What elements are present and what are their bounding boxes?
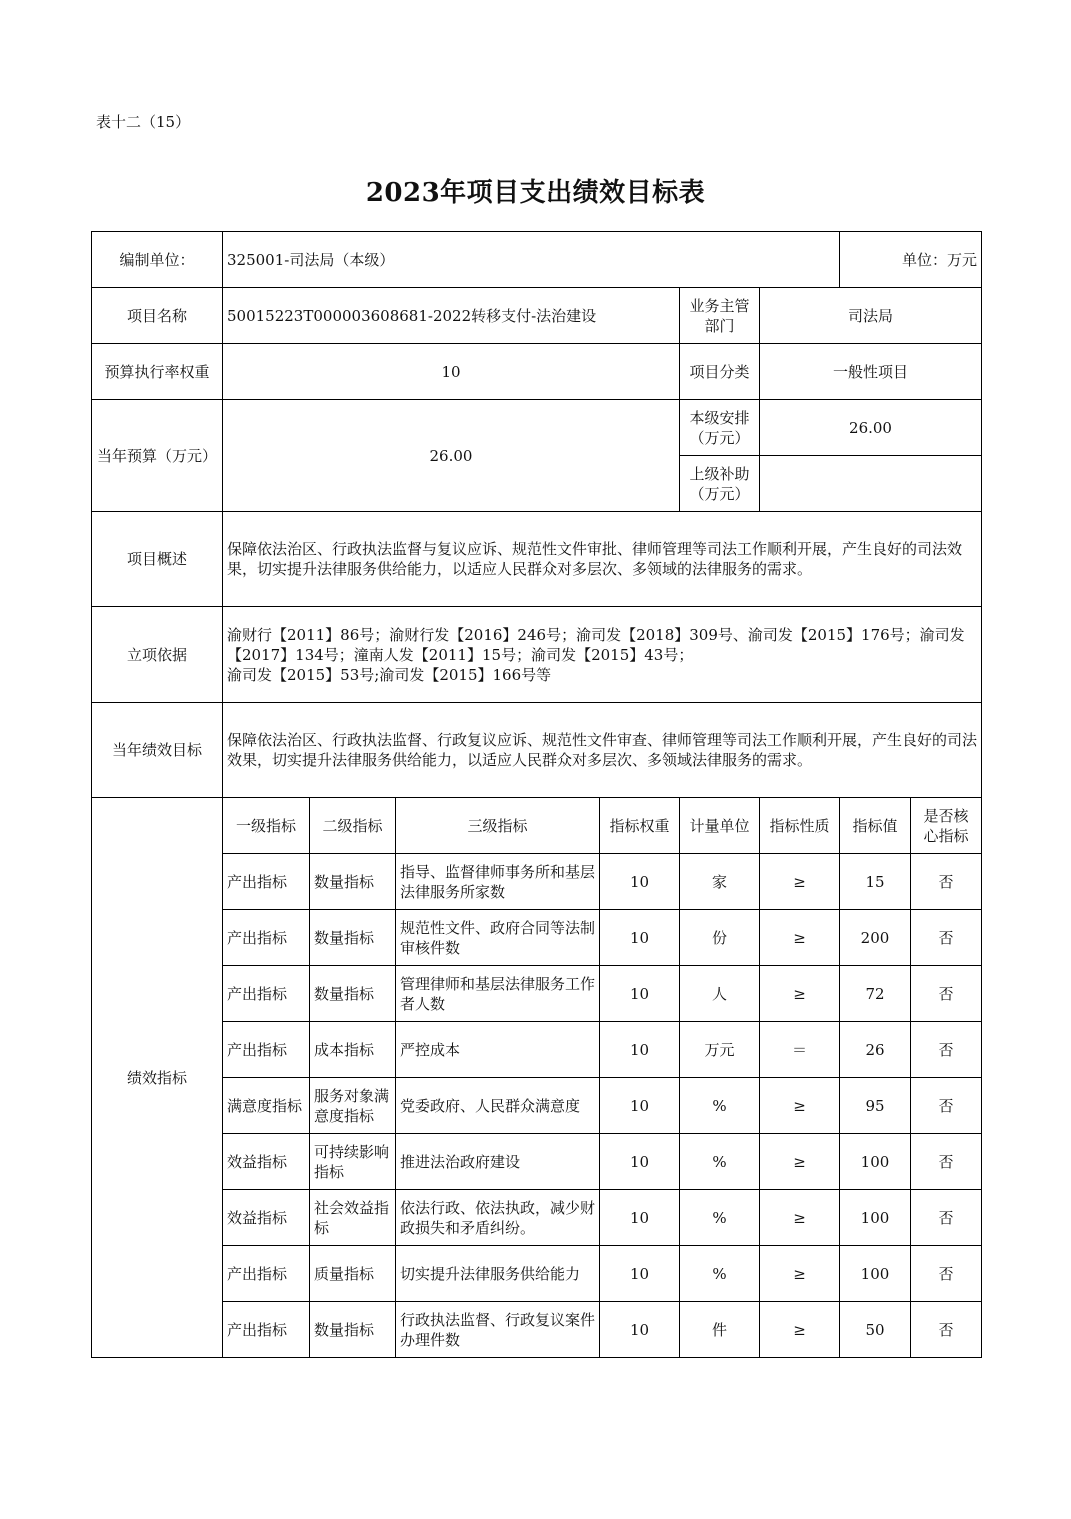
budget-label: 当年预算（万元） bbox=[92, 400, 223, 512]
overview-value: 保障依法治区、行政执法监督与复议应诉、规范性文件审批、律师管理等司法工作顺利开展，产生良好的司法效果，切实提升法律服务供给能力，以适应人民群众对多层次、多领域的法律服务的需求。 bbox=[223, 512, 982, 607]
nature-cell: ≥ bbox=[760, 1190, 840, 1246]
unit-cell: 份 bbox=[680, 910, 760, 966]
unit-cell: % bbox=[680, 1078, 760, 1134]
unit-cell: 人 bbox=[680, 966, 760, 1022]
weight-cell: 10 bbox=[600, 1246, 680, 1302]
category-value: 一般性项目 bbox=[760, 344, 982, 400]
column-header: 二级指标 bbox=[310, 798, 396, 854]
weight-cell: 10 bbox=[600, 910, 680, 966]
org-value: 325001-司法局（本级） bbox=[223, 232, 840, 288]
value-cell: 72 bbox=[840, 966, 911, 1022]
value-cell: 95 bbox=[840, 1078, 911, 1134]
level1-cell: 产出指标 bbox=[223, 966, 310, 1022]
level2-cell: 服务对象满意度指标 bbox=[310, 1078, 396, 1134]
column-header: 三级指标 bbox=[396, 798, 600, 854]
exec-weight-label: 预算执行率权重 bbox=[92, 344, 223, 400]
table-code: 表十二（15） bbox=[96, 113, 191, 131]
goal-label: 当年绩效目标 bbox=[92, 703, 223, 798]
column-header: 计量单位 bbox=[680, 798, 760, 854]
core-cell: 否 bbox=[911, 1246, 982, 1302]
basis-value: 渝财行【2011】86号；渝财行发【2016】246号；渝司发【2018】309号、渝司发【2015】176号；渝司发【2017】134号；潼南人发【2011】15号；渝司发【2015】43号； 渝司发【2015】53号;渝司发【2015】166号等 bbox=[223, 607, 982, 703]
core-cell: 否 bbox=[911, 966, 982, 1022]
performance-target-table bbox=[91, 231, 982, 1358]
project-name-value: 50015223T000003608681-2022转移支付-法治建设 bbox=[223, 288, 680, 344]
level3-cell: 推进法治政府建设 bbox=[396, 1134, 600, 1190]
core-cell: 否 bbox=[911, 1190, 982, 1246]
nature-cell: ≥ bbox=[760, 1246, 840, 1302]
value-cell: 100 bbox=[840, 1134, 911, 1190]
indicator-section-label: 绩效指标 bbox=[92, 798, 223, 1358]
indicator-header-row bbox=[92, 798, 982, 854]
level3-cell: 行政执法监督、行政复议案件办理件数 bbox=[396, 1302, 600, 1358]
level1-cell: 产出指标 bbox=[223, 1302, 310, 1358]
level2-cell: 数量指标 bbox=[310, 966, 396, 1022]
overview-row bbox=[92, 512, 982, 607]
level2-cell: 社会效益指标 bbox=[310, 1190, 396, 1246]
unit-cell: % bbox=[680, 1134, 760, 1190]
unit-cell: 家 bbox=[680, 854, 760, 910]
nature-cell: ≥ bbox=[760, 966, 840, 1022]
level2-cell: 质量指标 bbox=[310, 1246, 396, 1302]
level3-cell: 规范性文件、政府合同等法制审核件数 bbox=[396, 910, 600, 966]
unit-cell: 万元 bbox=[680, 1022, 760, 1078]
weight-cell: 10 bbox=[600, 1302, 680, 1358]
project-name-label: 项目名称 bbox=[92, 288, 223, 344]
budget-value: 26.00 bbox=[223, 400, 680, 512]
level3-cell: 依法行政、依法执政，减少财政损失和矛盾纠纷。 bbox=[396, 1190, 600, 1246]
value-cell: 100 bbox=[840, 1190, 911, 1246]
local-label: 本级安排 （万元） bbox=[680, 400, 760, 456]
upper-label: 上级补助 （万元） bbox=[680, 456, 760, 512]
level1-cell: 产出指标 bbox=[223, 1246, 310, 1302]
weight-cell: 10 bbox=[600, 1022, 680, 1078]
column-header: 指标性质 bbox=[760, 798, 840, 854]
dept-value: 司法局 bbox=[760, 288, 982, 344]
weight-cell: 10 bbox=[600, 854, 680, 910]
core-cell: 否 bbox=[911, 1134, 982, 1190]
value-cell: 100 bbox=[840, 1246, 911, 1302]
unit-text: 单位：万元 bbox=[840, 232, 982, 288]
basis-row bbox=[92, 607, 982, 703]
table-row bbox=[92, 1190, 982, 1246]
level1-cell: 产出指标 bbox=[223, 1022, 310, 1078]
nature-cell: ≥ bbox=[760, 1078, 840, 1134]
column-header: 指标值 bbox=[840, 798, 911, 854]
value-cell: 50 bbox=[840, 1302, 911, 1358]
table-row bbox=[92, 854, 982, 910]
weight-cell: 10 bbox=[600, 966, 680, 1022]
table-row bbox=[92, 1022, 982, 1078]
exec-weight-row bbox=[92, 344, 982, 400]
nature-cell: ≥ bbox=[760, 854, 840, 910]
budget-row bbox=[92, 400, 982, 456]
org-row bbox=[92, 232, 982, 288]
level3-cell: 指导、监督律师事务所和基层法律服务所家数 bbox=[396, 854, 600, 910]
table-row bbox=[92, 1078, 982, 1134]
nature-cell: ≥ bbox=[760, 910, 840, 966]
level2-cell: 成本指标 bbox=[310, 1022, 396, 1078]
overview-label: 项目概述 bbox=[92, 512, 223, 607]
weight-cell: 10 bbox=[600, 1190, 680, 1246]
level1-cell: 产出指标 bbox=[223, 910, 310, 966]
column-header: 是否核 心指标 bbox=[911, 798, 982, 854]
unit-cell: 件 bbox=[680, 1302, 760, 1358]
value-cell: 15 bbox=[840, 854, 911, 910]
level1-cell: 产出指标 bbox=[223, 854, 310, 910]
unit-cell: % bbox=[680, 1190, 760, 1246]
org-label: 编制单位： bbox=[92, 232, 223, 288]
goal-row bbox=[92, 703, 982, 798]
core-cell: 否 bbox=[911, 910, 982, 966]
level2-cell: 数量指标 bbox=[310, 1302, 396, 1358]
nature-cell: ＝ bbox=[760, 1022, 840, 1078]
project-name-row bbox=[92, 288, 982, 344]
exec-weight-value: 10 bbox=[223, 344, 680, 400]
core-cell: 否 bbox=[911, 1302, 982, 1358]
dept-label: 业务主管 部门 bbox=[680, 288, 760, 344]
core-cell: 否 bbox=[911, 1078, 982, 1134]
column-header: 指标权重 bbox=[600, 798, 680, 854]
category-label: 项目分类 bbox=[680, 344, 760, 400]
basis-label: 立项依据 bbox=[92, 607, 223, 703]
weight-cell: 10 bbox=[600, 1134, 680, 1190]
unit-cell: % bbox=[680, 1246, 760, 1302]
core-cell: 否 bbox=[911, 1022, 982, 1078]
table-row bbox=[92, 1302, 982, 1358]
weight-cell: 10 bbox=[600, 1078, 680, 1134]
nature-cell: ≥ bbox=[760, 1134, 840, 1190]
page-title: 2023年项目支出绩效目标表 bbox=[365, 178, 706, 208]
value-cell: 200 bbox=[840, 910, 911, 966]
level1-cell: 效益指标 bbox=[223, 1134, 310, 1190]
table-row bbox=[92, 910, 982, 966]
table-row bbox=[92, 966, 982, 1022]
nature-cell: ≥ bbox=[760, 1302, 840, 1358]
core-cell: 否 bbox=[911, 854, 982, 910]
level3-cell: 切实提升法律服务供给能力 bbox=[396, 1246, 600, 1302]
level1-cell: 效益指标 bbox=[223, 1190, 310, 1246]
local-value: 26.00 bbox=[760, 400, 982, 456]
level2-cell: 可持续影响指标 bbox=[310, 1134, 396, 1190]
upper-value bbox=[760, 456, 982, 512]
level2-cell: 数量指标 bbox=[310, 854, 396, 910]
level3-cell: 严控成本 bbox=[396, 1022, 600, 1078]
value-cell: 26 bbox=[840, 1022, 911, 1078]
goal-value: 保障依法治区、行政执法监督、行政复议应诉、规范性文件审查、律师管理等司法工作顺利开展，产生良好的司法效果，切实提升法律服务供给能力，以适应人民群众对多层次、多领域法律服务的需求。 bbox=[223, 703, 982, 798]
level3-cell: 管理律师和基层法律服务工作者人数 bbox=[396, 966, 600, 1022]
level2-cell: 数量指标 bbox=[310, 910, 396, 966]
level3-cell: 党委政府、人民群众满意度 bbox=[396, 1078, 600, 1134]
table-row bbox=[92, 1134, 982, 1190]
table-row bbox=[92, 1246, 982, 1302]
column-header: 一级指标 bbox=[223, 798, 310, 854]
level1-cell: 满意度指标 bbox=[223, 1078, 310, 1134]
